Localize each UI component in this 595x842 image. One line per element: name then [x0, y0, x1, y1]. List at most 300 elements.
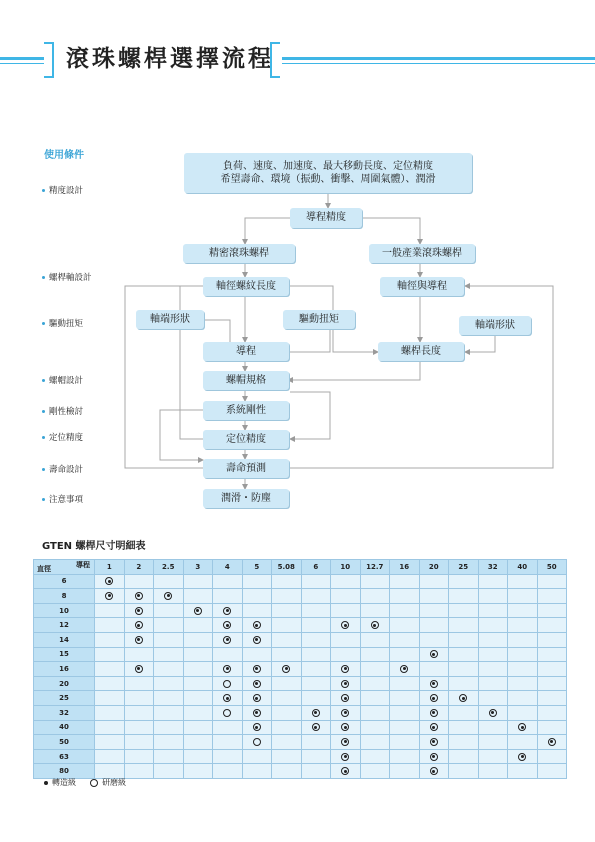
rolled-mark-icon — [194, 607, 202, 615]
table-cell — [419, 618, 449, 633]
table-cell — [213, 749, 243, 764]
table-cell — [242, 647, 272, 662]
rolled-mark-icon — [253, 621, 261, 629]
table-cell — [301, 632, 331, 647]
table-cell — [213, 589, 243, 604]
table-cell — [331, 574, 361, 589]
table-cell — [124, 764, 154, 779]
table-cell — [419, 632, 449, 647]
table-cell — [331, 618, 361, 633]
table-cell — [154, 618, 184, 633]
table-row — [34, 662, 567, 677]
rolled-mark-icon — [253, 723, 261, 731]
lead-header: 20 — [419, 560, 449, 575]
table-cell — [360, 764, 390, 779]
table-cell — [213, 662, 243, 677]
table-cell — [242, 764, 272, 779]
table-row — [34, 603, 567, 618]
table-cell — [301, 662, 331, 677]
rolled-mark-icon — [253, 680, 261, 688]
box-system-rigidity: 系統剛性 — [203, 401, 289, 420]
table-cell — [183, 764, 213, 779]
table-cell — [154, 749, 184, 764]
lead-header: 3 — [183, 560, 213, 575]
table-cell — [213, 691, 243, 706]
table-cell — [390, 574, 420, 589]
rolled-mark-icon — [341, 767, 349, 775]
diameter-cell: 20 — [34, 676, 95, 691]
rolled-mark-icon — [135, 636, 143, 644]
table-cell — [390, 720, 420, 735]
table-cell — [508, 749, 538, 764]
diameter-cell: 50 — [34, 735, 95, 750]
rolled-mark-icon — [341, 621, 349, 629]
table-cell — [419, 589, 449, 604]
table-cell — [478, 647, 508, 662]
table-cell — [95, 691, 125, 706]
table-cell — [331, 589, 361, 604]
table-cell — [154, 589, 184, 604]
table-cell — [183, 589, 213, 604]
table-cell — [154, 662, 184, 677]
side-label-positioning: 定位精度 — [42, 431, 83, 443]
diameter-cell: 80 — [34, 764, 95, 779]
table-cell — [272, 691, 302, 706]
table-cell — [508, 676, 538, 691]
table-cell — [508, 647, 538, 662]
table-row — [34, 749, 567, 764]
table-body — [34, 574, 567, 778]
table-cell — [272, 764, 302, 779]
table-cell — [213, 618, 243, 633]
table-cell — [242, 618, 272, 633]
size-table — [33, 559, 567, 779]
table-cell — [419, 749, 449, 764]
table-cell — [360, 720, 390, 735]
table-cell — [154, 603, 184, 618]
table-cell — [508, 705, 538, 720]
legend-ground: 研磨級 — [102, 778, 126, 787]
table-cell — [124, 618, 154, 633]
table-cell — [478, 676, 508, 691]
table-cell — [390, 589, 420, 604]
table-cell — [213, 720, 243, 735]
table-cell — [419, 764, 449, 779]
table-cell — [478, 574, 508, 589]
table-cell — [272, 705, 302, 720]
table-cell — [478, 691, 508, 706]
table-cell — [272, 632, 302, 647]
table-cell — [360, 647, 390, 662]
table-row — [34, 574, 567, 589]
table-cell — [331, 735, 361, 750]
lead-header: 5 — [242, 560, 272, 575]
table-cell — [124, 574, 154, 589]
table-cell — [390, 705, 420, 720]
rolled-mark-icon — [253, 636, 261, 644]
box-nut-spec: 螺帽規格 — [203, 371, 289, 390]
lead-header: 32 — [478, 560, 508, 575]
table-cell — [390, 662, 420, 677]
side-label-accuracy: 精度設計 — [42, 184, 83, 196]
table-cell — [419, 603, 449, 618]
table-cell — [537, 589, 567, 604]
table-cell — [213, 647, 243, 662]
table-cell — [301, 603, 331, 618]
conditions-line-2: 希望壽命、環境（振動、衝擊、周圍氣體）、潤滑 — [220, 174, 436, 185]
table-cell — [183, 662, 213, 677]
side-label-shaft: 螺桿軸設計 — [42, 271, 92, 283]
table-cell — [360, 735, 390, 750]
table-cell — [390, 749, 420, 764]
table-cell — [301, 691, 331, 706]
table-cell — [213, 735, 243, 750]
lead-header: 5.08 — [272, 560, 302, 575]
table-cell — [478, 720, 508, 735]
diameter-cell: 8 — [34, 589, 95, 604]
table-cell — [124, 589, 154, 604]
table-cell — [301, 705, 331, 720]
table-cell — [124, 720, 154, 735]
table-cell — [183, 676, 213, 691]
table-row — [34, 618, 567, 633]
lead-header: 16 — [390, 560, 420, 575]
table-row — [34, 691, 567, 706]
rolled-mark-icon — [135, 665, 143, 673]
table-cell — [154, 705, 184, 720]
table-header-row — [34, 560, 567, 575]
table-cell — [419, 720, 449, 735]
table-cell — [478, 603, 508, 618]
table-cell — [213, 603, 243, 618]
box-precision-screw: 精密滾珠螺桿 — [183, 244, 295, 263]
conditions-line-1: 負荷、速度、加速度、最大移動長度、定位精度 — [223, 160, 433, 172]
table-cell — [449, 589, 479, 604]
diameter-cell: 10 — [34, 603, 95, 618]
table-cell — [242, 662, 272, 677]
rolled-mark-icon — [223, 694, 231, 702]
legend — [44, 777, 126, 788]
table-cell — [390, 603, 420, 618]
table-cell — [537, 676, 567, 691]
table-cell — [390, 764, 420, 779]
table-cell — [183, 735, 213, 750]
ground-mark-icon — [223, 680, 231, 688]
table-cell — [301, 618, 331, 633]
table-cell — [390, 647, 420, 662]
side-label-life: 壽命設計 — [42, 463, 83, 475]
table-cell — [95, 618, 125, 633]
table-cell — [331, 632, 361, 647]
rolled-mark-icon — [489, 709, 497, 717]
rolled-mark-icon — [223, 621, 231, 629]
table-cell — [154, 691, 184, 706]
lead-header: 2 — [124, 560, 154, 575]
side-label-notes: 注意事項 — [42, 493, 83, 505]
table-cell — [537, 632, 567, 647]
rolled-mark-icon — [548, 738, 556, 746]
box-drive-torque: 驅動扭矩 — [283, 310, 355, 329]
table-cell — [242, 705, 272, 720]
table-cell — [124, 691, 154, 706]
table-cell — [183, 618, 213, 633]
table-cell — [508, 632, 538, 647]
table-cell — [272, 749, 302, 764]
table-cell — [154, 574, 184, 589]
box-lead-accuracy: 導程精度 — [290, 208, 362, 228]
table-cell — [213, 632, 243, 647]
box-general-screw: 一般產業滾珠螺桿 — [369, 244, 475, 263]
table-cell — [242, 749, 272, 764]
table-row — [34, 705, 567, 720]
table-cell — [95, 632, 125, 647]
table-cell — [537, 735, 567, 750]
lead-header: 6 — [301, 560, 331, 575]
table-cell — [183, 705, 213, 720]
rolled-mark-icon — [253, 694, 261, 702]
rolled-mark-icon — [430, 650, 438, 658]
table-cell — [301, 589, 331, 604]
table-cell — [508, 720, 538, 735]
lead-header: 25 — [449, 560, 479, 575]
table-cell — [242, 691, 272, 706]
table-cell — [95, 705, 125, 720]
table-cell — [154, 735, 184, 750]
table-cell — [154, 647, 184, 662]
lead-header: 10 — [331, 560, 361, 575]
table-cell — [272, 676, 302, 691]
rolled-mark-icon — [164, 592, 172, 600]
table-cell — [154, 632, 184, 647]
table-cell — [390, 618, 420, 633]
table-cell — [331, 749, 361, 764]
table-cell — [183, 749, 213, 764]
side-label-rigidity: 剛性檢討 — [42, 405, 83, 417]
diameter-cell: 25 — [34, 691, 95, 706]
table-cell — [449, 735, 479, 750]
table-cell — [537, 764, 567, 779]
box-shaft-end-left: 軸端形狀 — [136, 310, 204, 329]
rolled-mark-icon — [312, 723, 320, 731]
rolled-mark-icon — [430, 680, 438, 688]
rolled-mark-icon — [430, 738, 438, 746]
table-cell — [508, 662, 538, 677]
table-cell — [272, 647, 302, 662]
table-cell — [419, 647, 449, 662]
table-cell — [272, 735, 302, 750]
table-cell — [508, 764, 538, 779]
table-cell — [124, 603, 154, 618]
box-diameter-lead: 軸徑與導程 — [380, 277, 464, 296]
table-row — [34, 632, 567, 647]
table-cell — [301, 764, 331, 779]
table-cell — [183, 603, 213, 618]
table-corner — [34, 560, 95, 575]
table-cell — [331, 764, 361, 779]
table-cell — [449, 705, 479, 720]
legend-rolled-bullet — [44, 781, 48, 785]
side-label-torque: 驅動扭矩 — [42, 317, 83, 329]
lead-header: 2.5 — [154, 560, 184, 575]
table-cell — [183, 720, 213, 735]
table-cell — [390, 632, 420, 647]
table-cell — [272, 720, 302, 735]
table-cell — [537, 603, 567, 618]
table-cell — [95, 662, 125, 677]
table-cell — [419, 705, 449, 720]
table-cell — [360, 691, 390, 706]
table-cell — [419, 691, 449, 706]
table-cell — [390, 735, 420, 750]
table-row — [34, 589, 567, 604]
ground-mark-icon — [253, 738, 261, 746]
usage-conditions-label: 使用條件 — [44, 150, 84, 161]
lead-header: 12.7 — [360, 560, 390, 575]
table-cell — [360, 603, 390, 618]
rolled-mark-icon — [341, 723, 349, 731]
rolled-mark-icon — [223, 636, 231, 644]
table-cell — [537, 691, 567, 706]
table-cell — [301, 574, 331, 589]
rolled-mark-icon — [341, 694, 349, 702]
rolled-mark-icon — [135, 607, 143, 615]
table-cell — [449, 603, 479, 618]
table-cell — [449, 691, 479, 706]
legend-ground-icon — [90, 779, 98, 787]
table-row — [34, 720, 567, 735]
rolled-mark-icon — [430, 753, 438, 761]
table-cell — [478, 764, 508, 779]
table-cell — [478, 749, 508, 764]
rolled-mark-icon — [400, 665, 408, 673]
table-cell — [242, 574, 272, 589]
table-cell — [390, 691, 420, 706]
table-cell — [478, 662, 508, 677]
table-cell — [213, 676, 243, 691]
rolled-mark-icon — [223, 665, 231, 673]
table-cell — [95, 749, 125, 764]
table-cell — [449, 632, 479, 647]
table-cell — [331, 691, 361, 706]
table-row — [34, 647, 567, 662]
rolled-mark-icon — [430, 723, 438, 731]
table-cell — [242, 589, 272, 604]
table-cell — [183, 691, 213, 706]
box-screw-length: 螺桿長度 — [378, 342, 464, 361]
table-row — [34, 735, 567, 750]
box-thread-length: 軸徑螺紋長度 — [203, 277, 289, 296]
table-cell — [242, 735, 272, 750]
table-cell — [124, 632, 154, 647]
table-cell — [154, 676, 184, 691]
box-life: 壽命預測 — [203, 459, 289, 478]
page-title: 滾珠螺桿選擇流程 — [66, 46, 274, 72]
table-cell — [301, 647, 331, 662]
table-cell — [124, 735, 154, 750]
table-cell — [183, 647, 213, 662]
table-cell — [537, 618, 567, 633]
side-label-nut: 螺帽設計 — [42, 374, 83, 386]
ground-mark-icon — [223, 709, 231, 717]
table-cell — [449, 618, 479, 633]
table-cell — [390, 676, 420, 691]
table-cell — [213, 705, 243, 720]
rolled-mark-icon — [312, 709, 320, 717]
table-cell — [95, 676, 125, 691]
table-cell — [272, 603, 302, 618]
table-title: GTEN 螺桿尺寸明細表 — [42, 541, 146, 552]
table-cell — [124, 705, 154, 720]
table-cell — [183, 574, 213, 589]
rolled-mark-icon — [105, 592, 113, 600]
table-cell — [419, 662, 449, 677]
table-cell — [331, 647, 361, 662]
diameter-cell: 40 — [34, 720, 95, 735]
rolled-mark-icon — [518, 723, 526, 731]
table-cell — [242, 676, 272, 691]
table-cell — [95, 589, 125, 604]
rolled-mark-icon — [341, 709, 349, 717]
table-cell — [537, 647, 567, 662]
table-cell — [537, 749, 567, 764]
box-positioning: 定位精度 — [203, 430, 289, 449]
rolled-mark-icon — [430, 709, 438, 717]
rolled-mark-icon — [371, 621, 379, 629]
table-cell — [478, 735, 508, 750]
box-lead: 導程 — [203, 342, 289, 361]
table-cell — [242, 632, 272, 647]
table-cell — [449, 662, 479, 677]
table-cell — [449, 764, 479, 779]
table-cell — [272, 618, 302, 633]
table-cell — [272, 589, 302, 604]
rolled-mark-icon — [341, 738, 349, 746]
table-cell — [124, 662, 154, 677]
table-cell — [331, 676, 361, 691]
table-cell — [95, 720, 125, 735]
rolled-mark-icon — [430, 767, 438, 775]
table-cell — [213, 574, 243, 589]
table-cell — [213, 764, 243, 779]
table-cell — [478, 618, 508, 633]
table-cell — [272, 662, 302, 677]
diameter-cell: 15 — [34, 647, 95, 662]
table-cell — [360, 589, 390, 604]
rolled-mark-icon — [105, 577, 113, 585]
table-cell — [360, 662, 390, 677]
table-cell — [124, 647, 154, 662]
table-cell — [537, 662, 567, 677]
table-cell — [360, 618, 390, 633]
table-cell — [301, 735, 331, 750]
table-cell — [183, 632, 213, 647]
rolled-mark-icon — [135, 621, 143, 629]
table-cell — [508, 691, 538, 706]
table-cell — [360, 705, 390, 720]
table-cell — [124, 676, 154, 691]
rolled-mark-icon — [135, 592, 143, 600]
rolled-mark-icon — [253, 665, 261, 673]
table-cell — [478, 589, 508, 604]
table-cell — [449, 749, 479, 764]
lead-header: 40 — [508, 560, 538, 575]
table-cell — [242, 603, 272, 618]
table-cell — [331, 603, 361, 618]
table-cell — [419, 574, 449, 589]
table-cell — [537, 705, 567, 720]
diameter-cell: 63 — [34, 749, 95, 764]
table-cell — [95, 647, 125, 662]
